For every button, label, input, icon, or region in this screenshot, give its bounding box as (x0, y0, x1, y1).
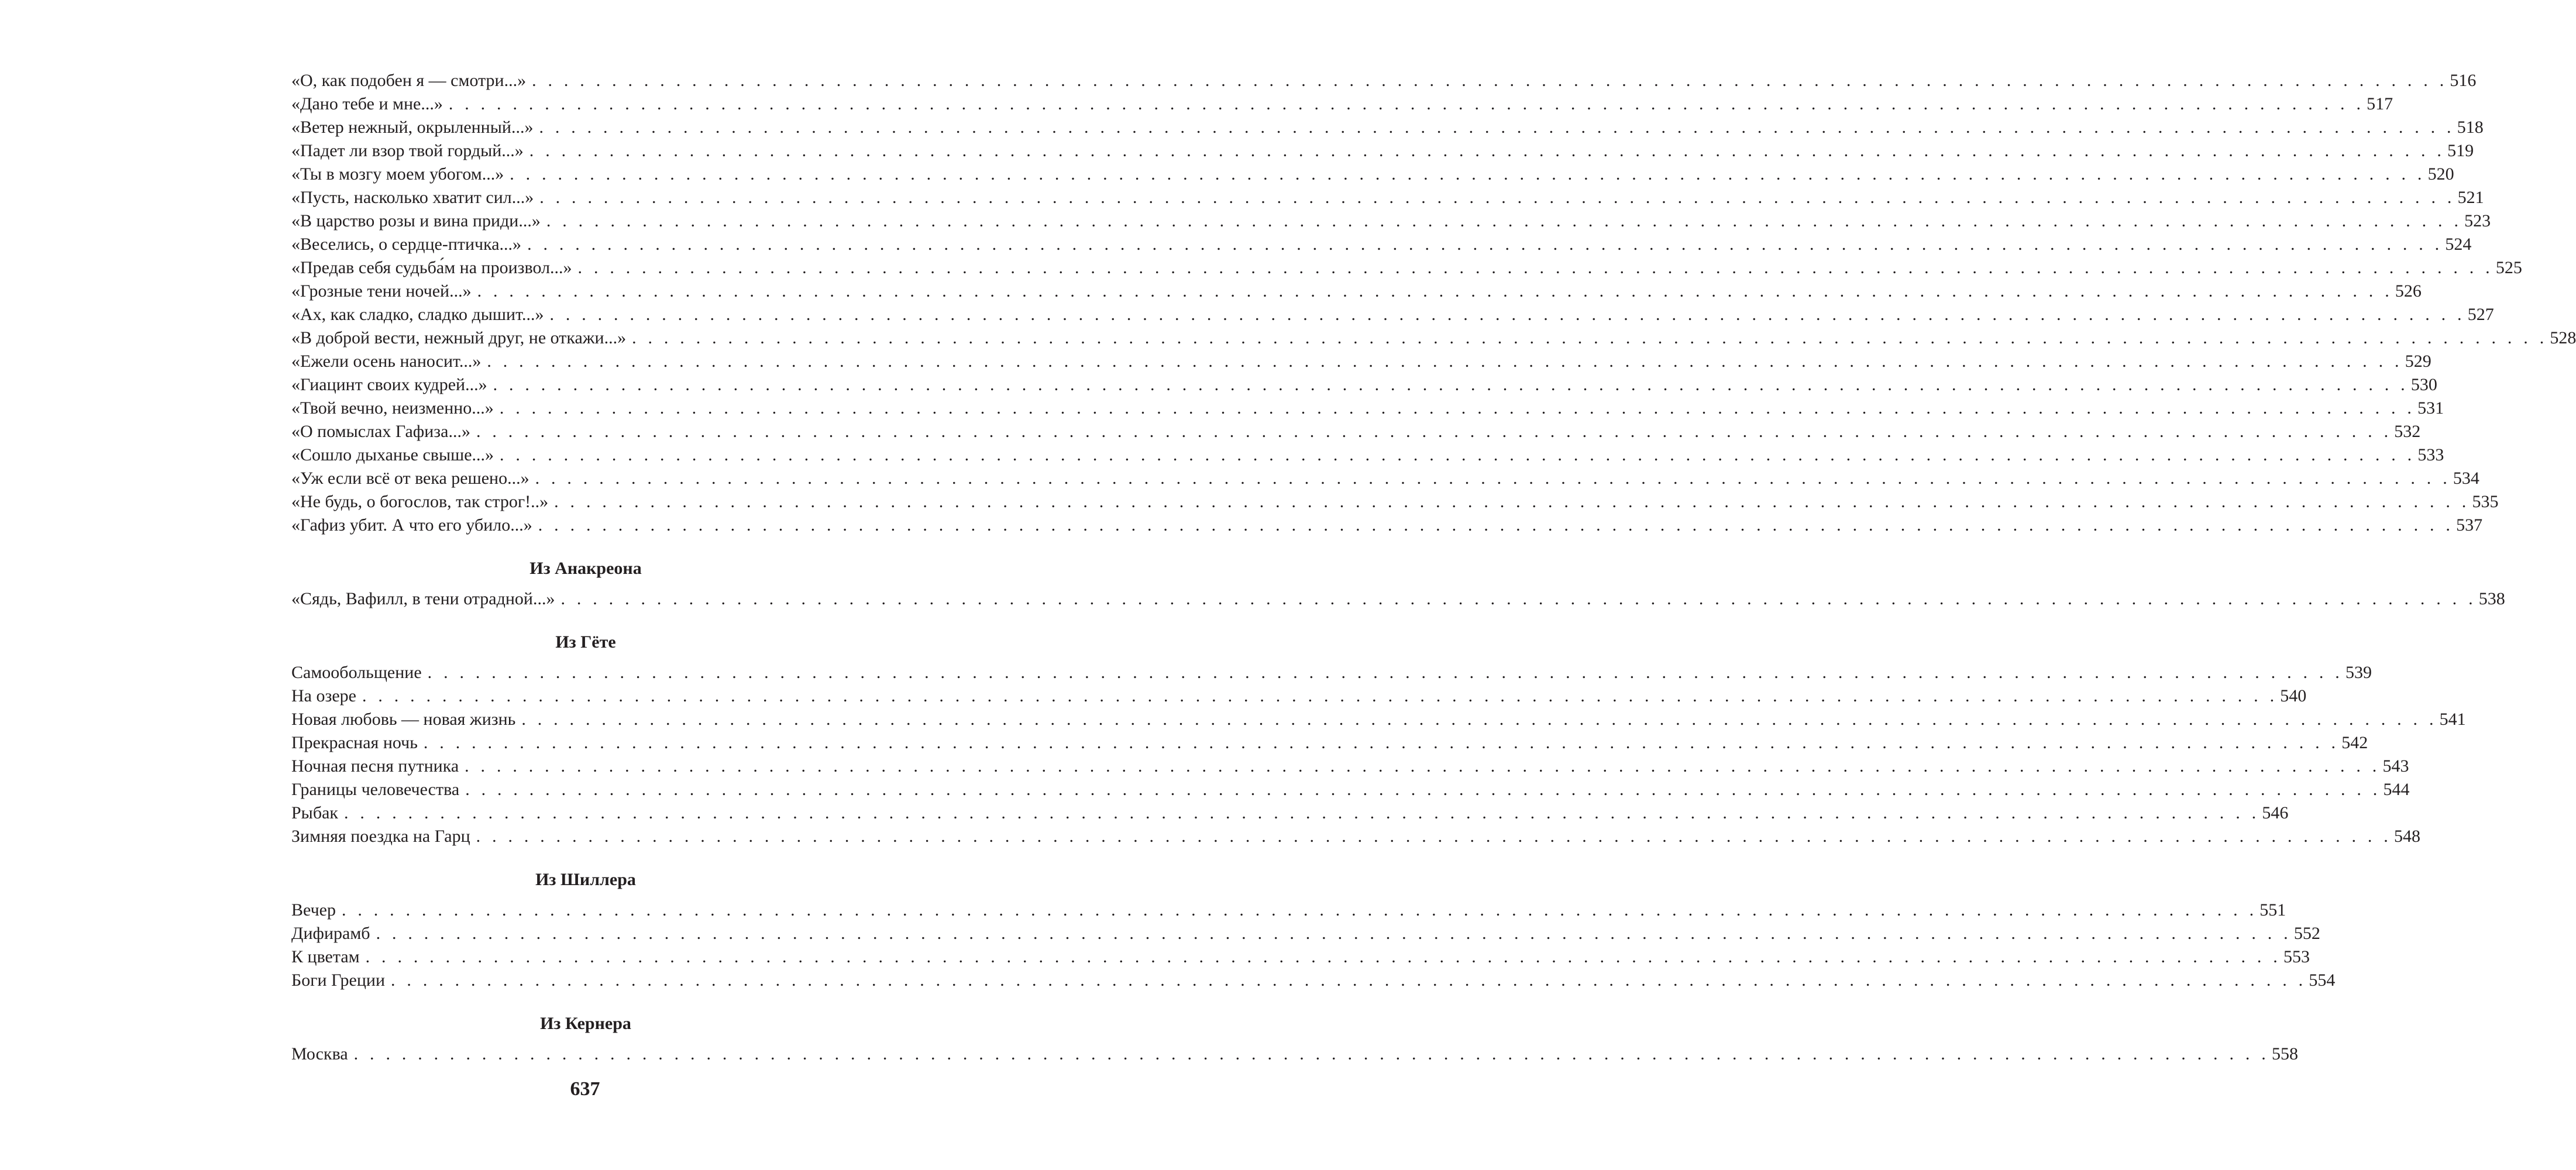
toc-entry-title: Ночная песня путника (291, 756, 459, 776)
dot-leader: . . . . . . . . . . . . . . . . . . . . . . . . . . . . . . . . . . . . . . . . . . . . . . . . . . . . . . . . . . . . . . . . . . . . . . . . . . . . . . . . . . . . . . . . . . . . . . . . . . . . . . . . . . . . . . . . . . . . . . . . (546, 211, 2462, 230)
dot-leader: . . . . . . . . . . . . . . . . . . . . . . . . . . . . . . . . . . . . . . . . . . . . . . . . . . . . . . . . . . . . . . . . . . . . . . . . . . . . . . . . . . . . . . . . . . . . . . . . . . . . . . . . . . . . . . . . . . . . . . . . (353, 1044, 2269, 1064)
toc-entry-page: 530 (2410, 375, 2437, 394)
dot-leader: . . . . . . . . . . . . . . . . . . . . . . . . . . . . . . . . . . . . . . . . . . . . . . . . . . . . . . . . . . . . . . . . . . . . . . . . . . . . . . . . . . . . . . . . . . . . . . . . . . . . . . . . . . . . . . . . . . . . . . . . (487, 352, 2403, 371)
toc-entry-page: 517 (2367, 94, 2393, 113)
dot-leader: . . . . . . . . . . . . . . . . . . . . . . . . . . . . . . . . . . . . . . . . . . . . . . . . . . . . . . . . . . . . . . . . . . . . . . . . . . . . . . . . . . . . . . . . . . . . . . . . . . . . . . . . . . . . . . . . . . . . . . . . (376, 924, 2292, 943)
section-gap (291, 654, 880, 661)
toc-entry-page: 521 (2457, 188, 2484, 207)
dot-leader: . . . . . . . . . . . . . . . . . . . . . . . . . . . . . . . . . . . . . . . . . . . . . . . . . . . . . . . . . . . . . . . . . . . . . . . . . . . . . . . . . . . . . . . . . . . . . . . . . . . . . . . . . . . . . . . . . . . . . . . . (560, 589, 2477, 608)
toc-entry-page: 524 (2445, 235, 2472, 254)
section-gap (291, 892, 880, 899)
toc-entry[interactable] (291, 801, 2289, 825)
dot-leader: . . . . . . . . . . . . . . . . . . . . . . . . . . . . . . . . . . . . . . . . . . . . . . . . . . . . . . . . . . . . . . . . . . . . . . . . . . . . . . . . . . . . . . . . . . . . . . . . . . . . . . . . . . . . . . . . . . . . . . . . (465, 780, 2381, 799)
toc-entry-page: 552 (2293, 924, 2320, 943)
section-heading: Из Анакреона (529, 559, 642, 578)
toc-entry-page: 542 (2341, 733, 2368, 752)
toc-entry[interactable] (291, 490, 2499, 514)
toc-entry-title: «Дано тебе и мне...» (291, 94, 443, 113)
toc-entry-title: «Твой вечно, неизменно...» (291, 398, 494, 418)
dot-leader: . . . . . . . . . . . . . . . . . . . . . . . . . . . . . . . . . . . . . . . . . . . . . . . . . . . . . . . . . . . . . . . . . . . . . . . . . . . . . . . . . . . . . . . . . . . . . . . . . . . . . . . . . . . . . . . . . . . . . . . . (632, 328, 2548, 347)
toc-entry-page: 540 (2280, 686, 2307, 706)
toc-entry-title: «Сядь, Вафилл, в тени отрадной...» (291, 589, 555, 608)
toc-entry-page: 541 (2439, 710, 2466, 729)
toc-entry-title: «Предав себя судьба́м на произвол...» (291, 258, 572, 277)
toc-entry-title: «Ежели осень наносит...» (291, 352, 482, 371)
toc-entry[interactable] (291, 661, 2372, 684)
toc-entry-title: «В царство розы и вина приди...» (291, 211, 541, 230)
dot-leader: . . . . . . . . . . . . . . . . . . . . . . . . . . . . . . . . . . . . . . . . . . . . . . . . . . . . . . . . . . . . . . . . . . . . . . . . . . . . . . . . . . . . . . . . . . . . . . . . . . . . . . . . . . . . . . . . . . . . . . . . (529, 141, 2446, 160)
toc-entry-page: 539 (2345, 663, 2372, 682)
toc-entry-page: 554 (2309, 971, 2336, 990)
toc-entry-title: «О, как подобен я — смотри...» (291, 71, 527, 90)
section-gap (291, 580, 880, 587)
dot-leader: . . . . . . . . . . . . . . . . . . . . . . . . . . . . . . . . . . . . . . . . . . . . . . . . . . . . . . . . . . . . . . . . . . . . . . . . . . . . . . . . . . . . . . . . . . . . . . . . . . . . . . . . . . . . . . . . . . . . . . . . (344, 803, 2260, 823)
toc-entry-page: 535 (2472, 492, 2499, 511)
dot-leader: . . . . . . . . . . . . . . . . . . . . . . . . . . . . . . . . . . . . . . . . . . . . . . . . . . . . . . . . . . . . . . . . . . . . . . . . . . . . . . . . . . . . . . . . . . . . . . . . . . . . . . . . . . . . . . . . . . . . . . . . (521, 710, 2437, 729)
dot-leader: . . . . . . . . . . . . . . . . . . . . . . . . . . . . . . . . . . . . . . . . . . . . . . . . . . . . . . . . . . . . . . . . . . . . . . . . . . . . . . . . . . . . . . . . . . . . . . . . . . . . . . . . . . . . . . . . . . . . . . . . (365, 947, 2281, 966)
toc-entry-title: «Сошло дыханье свыше...» (291, 445, 494, 464)
toc-entry-page: 531 (2417, 398, 2444, 418)
toc-section-list (291, 661, 2466, 848)
toc-entry[interactable] (291, 1042, 2298, 1066)
toc-entry[interactable] (291, 945, 2310, 969)
toc-entry-page: 543 (2382, 756, 2409, 776)
dot-leader: . . . . . . . . . . . . . . . . . . . . . . . . . . . . . . . . . . . . . . . . . . . . . . . . . . . . . . . . . . . . . . . . . . . . . . . . . . . . . . . . . . . . . . . . . . . . . . . . . . . . . . . . . . . . . . . . . . . . . . . . (465, 756, 2381, 776)
toc-entry-page: 525 (2495, 258, 2522, 277)
dot-leader: . . . . . . . . . . . . . . . . . . . . . . . . . . . . . . . . . . . . . . . . . . . . . . . . . . . . . . . . . . . . . . . . . . . . . . . . . . . . . . . . . . . . . . . . . . . . . . . . . . . . . . . . . . . . . . . . . . . . . . . . (362, 686, 2278, 706)
dot-leader: . . . . . . . . . . . . . . . . . . . . . . . . . . . . . . . . . . . . . . . . . . . . . . . . . . . . . . . . . . . . . . . . . . . . . . . . . . . . . . . . . . . . . . . . . . . . . . . . . . . . . . . . . . . . . . . . . . . . . . . . (391, 971, 2307, 990)
toc-entry-title: Зимняя поездка на Гарц (291, 827, 470, 846)
toc-entry[interactable] (291, 69, 2477, 92)
dot-leader: . . . . . . . . . . . . . . . . . . . . . . . . . . . . . . . . . . . . . . . . . . . . . . . . . . . . . . . . . . . . . . . . . . . . . . . . . . . . . . . . . . . . . . . . . . . . . . . . . . . . . . . . . . . . . . . . . . . . . . . . (549, 305, 2465, 324)
toc-entry-title: «Гиацинт своих кудрей...» (291, 375, 487, 394)
dot-leader: . . . . . . . . . . . . . . . . . . . . . . . . . . . . . . . . . . . . . . . . . . . . . . . . . . . . . . . . . . . . . . . . . . . . . . . . . . . . . . . . . . . . . . . . . . . . . . . . . . . . . . . . . . . . . . . . . . . . . . . . (476, 422, 2392, 441)
toc-entry-title: Дифирамб (291, 924, 370, 943)
toc-entry-title: Рыбак (291, 803, 338, 823)
toc-section-list (291, 587, 2505, 611)
toc-entry-title: Вечер (291, 900, 336, 920)
dot-leader: . . . . . . . . . . . . . . . . . . . . . . . . . . . . . . . . . . . . . . . . . . . . . . . . . . . . . . . . . . . . . . . . . . . . . . . . . . . . . . . . . . . . . . . . . . . . . . . . . . . . . . . . . . . . . . . . . . . . . . . . (532, 71, 2448, 90)
toc-entry-page: 538 (2478, 589, 2505, 608)
toc-entry-title: «Ветер нежный, окрыленный...» (291, 118, 534, 137)
toc-entry[interactable] (291, 420, 2421, 443)
toc-entry-title: «В доброй вести, нежный друг, не откажи...» (291, 328, 627, 347)
toc-entry[interactable] (291, 186, 2484, 209)
dot-leader: . . . . . . . . . . . . . . . . . . . . . . . . . . . . . . . . . . . . . . . . . . . . . . . . . . . . . . . . . . . . . . . . . . . . . . . . . . . . . . . . . . . . . . . . . . . . . . . . . . . . . . . . . . . . . . . . . . . . . . . . (577, 258, 2494, 277)
toc-entry-title: Новая любовь — новая жизнь (291, 710, 516, 729)
dot-leader: . . . . . . . . . . . . . . . . . . . . . . . . . . . . . . . . . . . . . . . . . . . . . . . . . . . . . . . . . . . . . . . . . . . . . . . . . . . . . . . . . . . . . . . . . . . . . . . . . . . . . . . . . . . . . . . . . . . . . . . . (535, 469, 2451, 488)
toc-entry-page: 527 (2467, 305, 2494, 324)
dot-leader: . . . . . . . . . . . . . . . . . . . . . . . . . . . . . . . . . . . . . . . . . . . . . . . . . . . . . . . . . . . . . . . . . . . . . . . . . . . . . . . . . . . . . . . . . . . . . . . . . . . . . . . . . . . . . . . . . . . . . . . . (493, 375, 2409, 394)
toc-entry[interactable] (291, 899, 2286, 922)
dot-leader: . . . . . . . . . . . . . . . . . . . . . . . . . . . . . . . . . . . . . . . . . . . . . . . . . . . . . . . . . . . . . . . . . . . . . . . . . . . . . . . . . . . . . . . . . . . . . . . . . . . . . . . . . . . . . . . . . . . . . . . . (500, 445, 2416, 464)
toc-entry-title: «Пусть, насколько хватит сил...» (291, 188, 534, 207)
toc-entry-title: «О помыслах Гафиза...» (291, 422, 470, 441)
dot-leader: . . . . . . . . . . . . . . . . . . . . . . . . . . . . . . . . . . . . . . . . . . . . . . . . . . . . . . . . . . . . . . . . . . . . . . . . . . . . . . . . . . . . . . . . . . . . . . . . . . . . . . . . . . . . . . . . . . . . . . . . (423, 733, 2340, 752)
section-gap (291, 992, 880, 1012)
toc-entry-title: «Ты в мозгу моем убогом...» (291, 164, 504, 184)
toc-entry[interactable] (291, 731, 2368, 755)
toc-entry-page: 546 (2262, 803, 2289, 823)
toc-entry-page: 528 (2550, 328, 2576, 347)
toc-entry-page: 520 (2427, 164, 2454, 184)
dot-leader: . . . . . . . . . . . . . . . . . . . . . . . . . . . . . . . . . . . . . . . . . . . . . . . . . . . . . . . . . . . . . . . . . . . . . . . . . . . . . . . . . . . . . . . . . . . . . . . . . . . . . . . . . . . . . . . . . . . . . . . . (477, 281, 2393, 301)
dot-leader: . . . . . . . . . . . . . . . . . . . . . . . . . . . . . . . . . . . . . . . . . . . . . . . . . . . . . . . . . . . . . . . . . . . . . . . . . . . . . . . . . . . . . . . . . . . . . . . . . . . . . . . . . . . . . . . . . . . . . . . . (341, 900, 2258, 920)
section-heading: Из Гёте (555, 632, 616, 652)
toc-entry-page: 532 (2394, 422, 2421, 441)
toc-entry-page: 558 (2271, 1044, 2298, 1064)
section-heading: Из Шиллера (535, 870, 636, 889)
dot-leader: . . . . . . . . . . . . . . . . . . . . . . . . . . . . . . . . . . . . . . . . . . . . . . . . . . . . . . . . . . . . . . . . . . . . . . . . . . . . . . . . . . . . . . . . . . . . . . . . . . . . . . . . . . . . . . . . . . . . . . . . (476, 827, 2392, 846)
dot-leader: . . . . . . . . . . . . . . . . . . . . . . . . . . . . . . . . . . . . . . . . . . . . . . . . . . . . . . . . . . . . . . . . . . . . . . . . . . . . . . . . . . . . . . . . . . . . . . . . . . . . . . . . . . . . . . . . . . . . . . . . (554, 492, 2470, 511)
toc-entry-page: 523 (2464, 211, 2491, 230)
toc-section-list (291, 69, 2576, 537)
dot-leader: . . . . . . . . . . . . . . . . . . . . . . . . . . . . . . . . . . . . . . . . . . . . . . . . . . . . . . . . . . . . . . . . . . . . . . . . . . . . . . . . . . . . . . . . . . . . . . . . . . . . . . . . . . . . . . . . . . . . . . . . (448, 94, 2365, 113)
toc-entry-title: К цветам (291, 947, 360, 966)
section-gap (291, 537, 880, 557)
table-of-contents (291, 69, 2576, 1066)
toc-entry[interactable] (291, 755, 2409, 778)
toc-entry-title: «Грозные тени ночей...» (291, 281, 472, 301)
toc-entry-page: 544 (2383, 780, 2410, 799)
page-number: 637 (570, 1078, 600, 1100)
toc-entry[interactable] (291, 467, 2479, 490)
toc-entry-page: 518 (2457, 118, 2484, 137)
toc-entry[interactable] (291, 326, 2576, 350)
dot-leader: . . . . . . . . . . . . . . . . . . . . . . . . . . . . . . . . . . . . . . . . . . . . . . . . . . . . . . . . . . . . . . . . . . . . . . . . . . . . . . . . . . . . . . . . . . . . . . . . . . . . . . . . . . . . . . . . . . . . . . . . (499, 398, 2416, 418)
toc-entry-title: На озере (291, 686, 356, 706)
toc-entry[interactable] (291, 969, 2336, 992)
toc-entry-title: Самообольщение (291, 663, 422, 682)
toc-entry-title: «Веселись, о сердце-птичка...» (291, 235, 522, 254)
dot-leader: . . . . . . . . . . . . . . . . . . . . . . . . . . . . . . . . . . . . . . . . . . . . . . . . . . . . . . . . . . . . . . . . . . . . . . . . . . . . . . . . . . . . . . . . . . . . . . . . . . . . . . . . . . . . . . . . . . . . . . . . (539, 118, 2455, 137)
toc-entry-title: «Падет ли взор твой гордый...» (291, 141, 524, 160)
toc-entry-page: 526 (2395, 281, 2422, 301)
toc-entry-page: 551 (2259, 900, 2286, 920)
dot-leader: . . . . . . . . . . . . . . . . . . . . . . . . . . . . . . . . . . . . . . . . . . . . . . . . . . . . . . . . . . . . . . . . . . . . . . . . . . . . . . . . . . . . . . . . . . . . . . . . . . . . . . . . . . . . . . . . . . . . . . . . (539, 188, 2455, 207)
toc-entry-title: Прекрасная ночь (291, 733, 418, 752)
toc-entry[interactable] (291, 163, 2454, 186)
toc-entry-title: Москва (291, 1044, 348, 1064)
toc-entry-page: 534 (2453, 469, 2479, 488)
toc-entry[interactable] (291, 92, 2393, 116)
toc-section-list (291, 1042, 2298, 1066)
section-gap (291, 611, 880, 631)
toc-entry-title: Боги Греции (291, 971, 386, 990)
toc-entry[interactable] (291, 922, 2320, 945)
toc-entry[interactable] (291, 116, 2484, 139)
toc-entry-title: «Ах, как сладко, сладко дышит...» (291, 305, 544, 324)
toc-entry[interactable] (291, 303, 2494, 326)
toc-entry-page: 529 (2405, 352, 2431, 371)
toc-entry[interactable] (291, 280, 2422, 303)
toc-entry-page: 553 (2283, 947, 2310, 966)
toc-entry[interactable] (291, 256, 2522, 280)
toc-entry-page: 548 (2393, 827, 2420, 846)
section-gap (291, 848, 880, 868)
toc-entry-title: «Гафиз убит. А что его убило...» (291, 515, 532, 535)
dot-leader: . . . . . . . . . . . . . . . . . . . . . . . . . . . . . . . . . . . . . . . . . . . . . . . . . . . . . . . . . . . . . . . . . . . . . . . . . . . . . . . . . . . . . . . . . . . . . . . . . . . . . . . . . . . . . . . . . . . . . . . . (538, 515, 2454, 535)
toc-entry[interactable] (291, 778, 2410, 801)
toc-entry[interactable] (291, 233, 2472, 256)
toc-entry[interactable] (291, 443, 2444, 467)
dot-leader: . . . . . . . . . . . . . . . . . . . . . . . . . . . . . . . . . . . . . . . . . . . . . . . . . . . . . . . . . . . . . . . . . . . . . . . . . . . . . . . . . . . . . . . . . . . . . . . . . . . . . . . . . . . . . . . . . . . . . . . . (527, 235, 2443, 254)
toc-entry-page: 533 (2417, 445, 2444, 464)
toc-entry[interactable] (291, 825, 2420, 848)
toc-entry-page: 519 (2447, 141, 2474, 160)
toc-entry-title: «Не будь, о богослов, так строг!..» (291, 492, 549, 511)
toc-entry[interactable] (291, 350, 2431, 373)
section-gap (291, 1035, 880, 1042)
toc-entry[interactable] (291, 514, 2483, 537)
toc-entry[interactable] (291, 397, 2444, 420)
toc-entry-page: 516 (2450, 71, 2477, 90)
toc-entry[interactable] (291, 139, 2474, 163)
dot-leader: . . . . . . . . . . . . . . . . . . . . . . . . . . . . . . . . . . . . . . . . . . . . . . . . . . . . . . . . . . . . . . . . . . . . . . . . . . . . . . . . . . . . . . . . . . . . . . . . . . . . . . . . . . . . . . . . . . . . . . . . (427, 663, 2343, 682)
toc-section-list (291, 899, 2336, 992)
toc-entry[interactable] (291, 373, 2437, 397)
toc-entry[interactable] (291, 587, 2505, 611)
toc-entry[interactable] (291, 684, 2307, 708)
section-heading: Из Кернера (540, 1014, 631, 1033)
dot-leader: . . . . . . . . . . . . . . . . . . . . . . . . . . . . . . . . . . . . . . . . . . . . . . . . . . . . . . . . . . . . . . . . . . . . . . . . . . . . . . . . . . . . . . . . . . . . . . . . . . . . . . . . . . . . . . . . . . . . . . . . (510, 164, 2426, 184)
toc-entry[interactable] (291, 708, 2466, 731)
toc-entry-title: «Уж если всё от века решено...» (291, 469, 529, 488)
toc-entry[interactable] (291, 209, 2491, 233)
toc-entry-page: 537 (2456, 515, 2483, 535)
toc-entry-title: Границы человечества (291, 780, 460, 799)
